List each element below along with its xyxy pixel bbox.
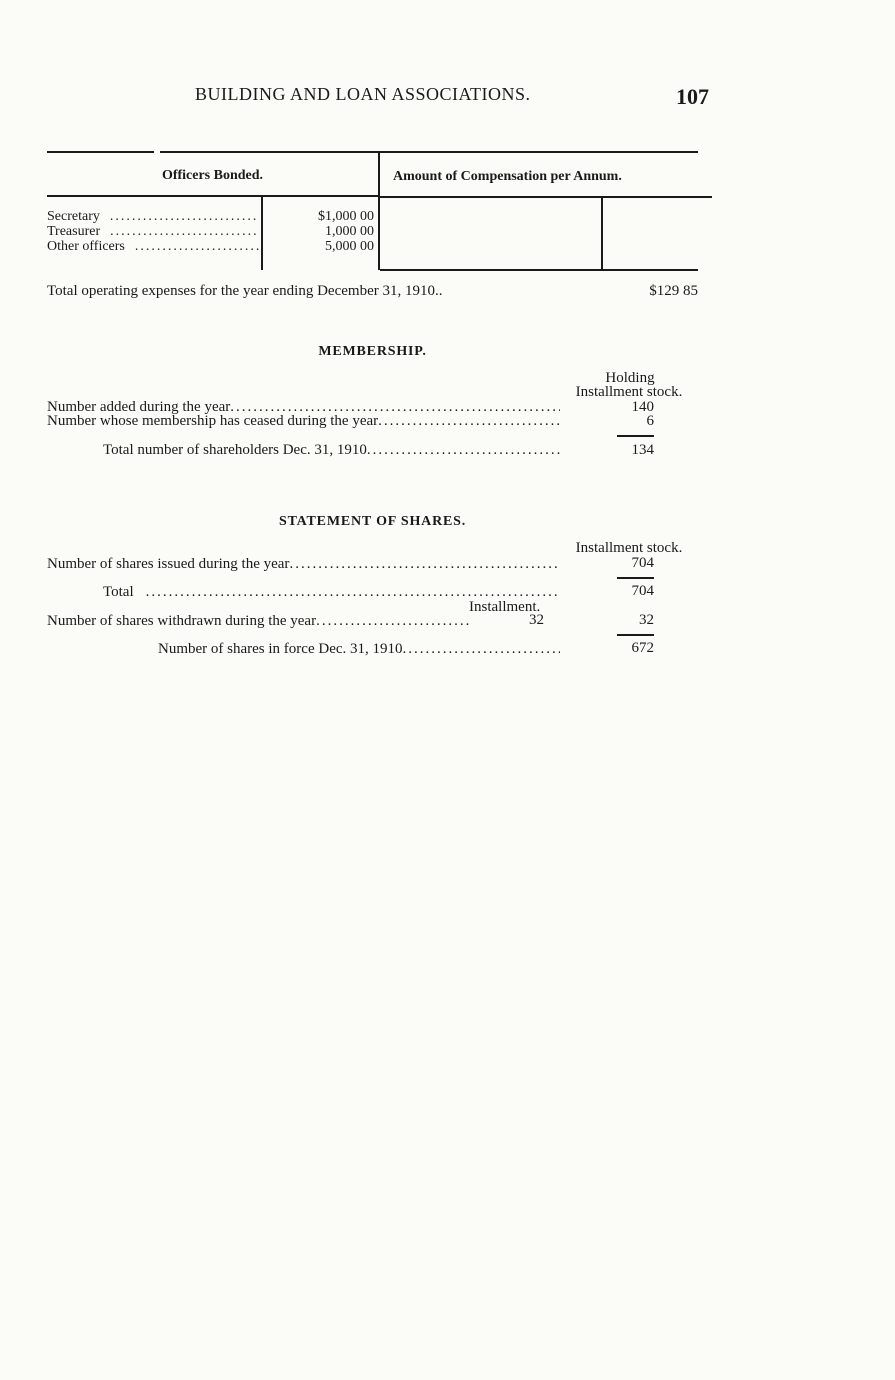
table-bottom-rule	[380, 269, 698, 271]
officer-amount: $1,000 00	[318, 209, 374, 224]
membership-added-value: 140	[631, 399, 654, 415]
shares-title: STATEMENT OF SHARES.	[278, 514, 467, 529]
shares-withdrawn-sub-head: Installment.	[469, 599, 541, 615]
shares-withdrawn-row	[47, 613, 469, 630]
membership-added-label: Number added during the year	[47, 399, 231, 415]
heading-compensation: Amount of Compensation per Annum.	[393, 169, 622, 184]
table-top-rule-left	[47, 151, 154, 153]
shares-col-head: Installment stock.	[575, 540, 683, 556]
table-header-rule-right	[380, 196, 712, 198]
officer-amount: 5,000 00	[325, 239, 374, 254]
shares-issued-label: Number of shares issued during the year	[47, 556, 290, 572]
membership-col-head-2: Installment stock.	[575, 384, 683, 400]
membership-ceased-label: Number whose membership has ceased during the year	[47, 413, 379, 429]
officer-amount: 1,000 00	[325, 224, 374, 239]
officer-label: Other officers	[47, 239, 125, 254]
membership-total-label: Total number of shareholders Dec. 31, 1910	[103, 442, 367, 458]
shares-in-force-row	[158, 641, 560, 658]
expenses-amount: $129 85	[649, 283, 698, 299]
membership-ceased-row	[47, 413, 560, 430]
membership-title: MEMBERSHIP.	[318, 344, 427, 359]
officer-row	[47, 209, 259, 225]
shares-withdrawn-label: Number of shares withdrawn during the year	[47, 613, 317, 629]
membership-total-row	[103, 442, 560, 459]
shares-in-force-value: 672	[631, 640, 654, 656]
shares-issued-value: 704	[631, 555, 654, 571]
table-top-rule-right	[160, 151, 698, 153]
membership-col-head-1: Holding	[605, 370, 655, 386]
table-divider-compensation	[601, 197, 603, 270]
shares-total-label: Total	[103, 584, 134, 600]
officer-row	[47, 239, 259, 255]
shares-total-value: 704	[631, 583, 654, 599]
expenses-row: Total operating expenses for the year ending December 31, 1910..	[47, 283, 443, 299]
table-divider-amount	[261, 196, 263, 270]
membership-ceased-value: 6	[646, 413, 654, 429]
membership-total-value: 134	[631, 442, 654, 458]
running-title: BUILDING AND LOAN ASSOCIATIONS.	[195, 84, 531, 104]
table-divider-main	[378, 152, 380, 270]
membership-sum-rule	[617, 435, 654, 437]
table-header-rule-left	[47, 195, 378, 197]
expenses-label: Total operating expenses for the year ending December 31, 1910	[47, 283, 435, 299]
officer-label: Secretary	[47, 209, 100, 224]
officer-label: Treasurer	[47, 224, 101, 239]
officer-row	[47, 224, 259, 240]
shares-in-force-label: Number of shares in force Dec. 31, 1910	[158, 641, 403, 657]
shares-withdrawn-value: 32	[639, 612, 654, 628]
shares-diff-rule	[617, 634, 654, 636]
shares-issued-row	[47, 556, 560, 573]
shares-sum-rule	[617, 577, 654, 579]
heading-officers-bonded: Officers Bonded.	[161, 168, 264, 183]
shares-withdrawn-sub-value: 32	[529, 612, 544, 628]
page-number: 107	[676, 84, 709, 109]
